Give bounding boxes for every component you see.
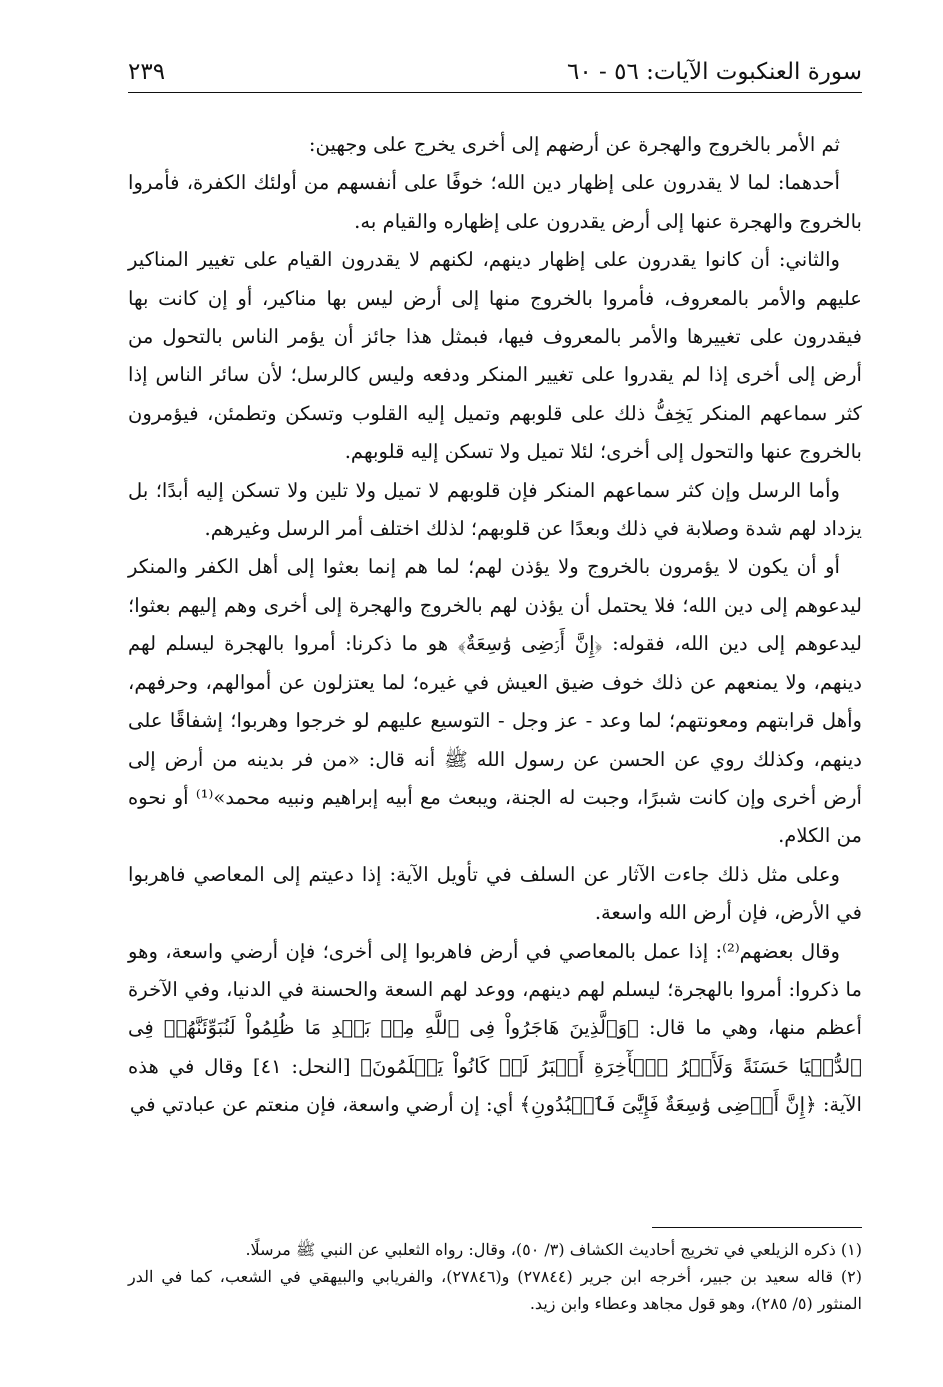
header-rule	[128, 92, 862, 93]
paragraph-intro: ثم الأمر بالخروج والهجرة عن أرضهم إلى أخرى يخرج على وجهين:	[308, 133, 840, 156]
running-header	[128, 54, 862, 90]
footnotes	[128, 1227, 862, 1317]
paragraph-salaf-reports: وعلى مثل ذلك جاءت الآثار عن السلف في تأويل الآية: إذا دعيتم إلى المعاصي فاهربوا في الأرض، فإن أرض الله واسعة.	[128, 862, 862, 925]
footnote-1: (١) ذكره الزيلعي في تخريج أحاديث الكشاف (٣/ ٥٠)، وقال: رواه الثعلبي عن النبي ﷺ مرسلًا.	[245, 1240, 862, 1259]
paragraph-some-said: وقال بعضهم⁽²⁾: إذا عمل بالمعاصي في أرض فاهربوا إلى أخرى؛ فإن أرضي واسعة، وهو ما ذكروا: أمروا بالهجرة؛ ليسلم لهم دينهم، ووعد لهم السعة والحسنة في الدنيا، وفي الآخرة أعظم منها، وهي ما قال: ﴿وَٱلَّذِينَ هَاجَرُواْ فِى ٱللَّهِ مِنۢ بَعۡدِ مَا ظُلِمُواْ لَنُبَوِّئَنَّهُمۡ فِى ٱلدُّنۡيَا حَسَنَةً وَلَأَجۡرُ ٱلۡأٓخِرَةِ أَكۡبَرُ لَوۡ كَانُواْ يَعۡلَمُونَ﴾ [النحل: ٤١] وقال في هذه الآية: ﴿إِنَّ أَرۡضِى وَٰسِعَةٌ فَإِيَّٰىَ فَٱعۡبُدُونِ﴾ أي: إن أرضي واسعة، فإن منعتم عن عبادتي في	[128, 939, 862, 1117]
surah-title: سورة العنكبوت الآيات: ٥٦ - ٦٠	[566, 59, 862, 85]
page-number: ٢٣٩	[128, 59, 166, 85]
paragraph-not-commanded: أو أن يكون لا يؤمرون بالخروج ولا يؤذن لهم؛ لما هم إنما بعثوا إلى أهل الكفر والمنكر ليدعوهم إلى دين الله؛ فلا يحتمل أن يؤذن لهم بالخروج والهجرة إلى أخرى وهم إليهم بعثوا؛ ليدعوهم إلى دين الله، فقوله: ﴿إِنَّ أَرۡضِى وَٰسِعَةٌ﴾ هو ما ذكرنا: أمروا بالهجرة ليسلم لهم دينهم، ولا يمنعهم عن ذلك خوف ضيق العيش في غيره؛ لما يعتزلون عن أموالهم، وحرفهم، وأهل قرابتهم ومعونتهم؛ لما وعد - عز وجل - التوسيع عليهم لو خرجوا وهربوا؛ إشفاقًا على دينهم، وكذلك روي عن الحسن عن رسول الله ﷺ أنه قال: «من فر بدينه من أرض إلى أرض أخرى وإن كانت شبرًا، وجبت له الجنة، ويبعث مع أبيه إبراهيم ونبيه محمد»⁽¹⁾ أو نحوه من الكلام.	[128, 555, 862, 848]
book-page	[128, 54, 862, 1374]
main-text	[128, 126, 862, 1125]
footnote-2: (٢) قاله سعيد بن جبير، أخرجه ابن جرير (٢٧٨٤٤) و(٢٧٨٤٦)، والفريابي والبيهقي في الشعب، كما في الدر المنثور (٥/ ٢٨٥)، وهو قول مجاهد وعطاء وابن زيد.	[128, 1267, 862, 1313]
paragraph-first-reason: أحدهما: لما لا يقدرون على إظهار دين الله؛ خوفًا على أنفسهم من أولئك الكفرة، فأمروا بالخروج والهجرة عنها إلى أرض يقدرون على إظهاره والقيام به.	[128, 171, 862, 233]
paragraph-second-reason: والثاني: أن كانوا يقدرون على إظهار دينهم، لكنهم لا يقدرون القيام على تغيير المناكير عليهم والأمر بالمعروف، فأمروا بالخروج منها إلى أرض ليس بها مناكير، أو إن كانت بها فيقدرون على تغييرها والأمر بالمعروف فيها، فبمثل هذا جائز أن يؤمر الناس بالتحول من أرض إلى أخرى إذا لم يقدروا على تغيير المنكر ودفعه وليس كالرسل؛ لأن سائر الناس إذا كثر سماعهم المنكر يَخِفُّ ذلك على قلوبهم وتميل إليه القلوب وتسكن وتطمئن، فيؤمرون بالخروج عنها والتحول إلى أخرى؛ لئلا تميل ولا تسكن إليه قلوبهم.	[128, 248, 862, 464]
footnote-rule	[652, 1227, 862, 1228]
paragraph-messengers: وأما الرسل وإن كثر سماعهم المنكر فإن قلوبهم لا تميل ولا تلين ولا تسكن إليه أبدًا؛ بل يزداد لهم شدة وصلابة في ذلك وبعدًا عن قلوبهم؛ لذلك اختلف أمر الرسل وغيرهم.	[128, 478, 862, 541]
